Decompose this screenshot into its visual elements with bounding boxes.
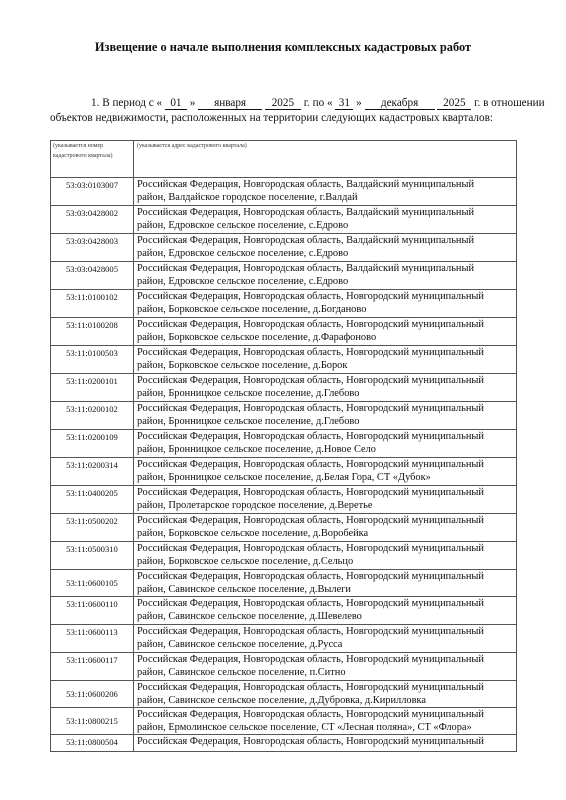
cadastral-number: 53:11:0800215 bbox=[51, 708, 134, 735]
cadastral-address bbox=[134, 318, 517, 346]
month-from: января bbox=[198, 97, 262, 110]
address-line-2: район, Бронницкое сельское поселение, д.Глебово bbox=[137, 416, 360, 427]
table-row bbox=[51, 542, 517, 570]
period-mid3: » bbox=[356, 97, 362, 109]
period-line bbox=[50, 96, 545, 111]
cadastral-number: 53:03:0428002 bbox=[51, 206, 134, 234]
cadastral-address bbox=[134, 374, 517, 402]
cadastral-address bbox=[134, 430, 517, 458]
cadastral-address bbox=[134, 653, 517, 681]
cadastral-number: 53:11:0800504 bbox=[51, 735, 134, 752]
table-row bbox=[51, 402, 517, 430]
cadastral-number: 53:11:0600117 bbox=[51, 653, 134, 681]
address-line-1: Российская Федерация, Новгородская область, Новгородский муниципальный bbox=[137, 654, 484, 665]
address-line-2: район, Савинское сельское поселение, д.Шевелево bbox=[137, 611, 362, 622]
cadastral-address bbox=[134, 262, 517, 290]
cadastral-number: 53:11:0200101 bbox=[51, 374, 134, 402]
cadastral-address bbox=[134, 346, 517, 374]
cadastral-number: 53:11:0200314 bbox=[51, 458, 134, 486]
header-number-note: (указывается номер кадастрового квартала) bbox=[51, 141, 134, 178]
address-line-2: район, Борковское сельское поселение, д.Богданово bbox=[137, 304, 367, 315]
cadastral-number: 53:03:0428005 bbox=[51, 262, 134, 290]
cadastral-address bbox=[134, 625, 517, 653]
table-row bbox=[51, 735, 517, 752]
address-line-1: Российская Федерация, Новгородская область, Валдайский муниципальный bbox=[137, 179, 475, 190]
address-line-2: район, Савинское сельское поселение, д.Русса bbox=[137, 639, 343, 650]
address-line-1: Российская Федерация, Новгородская область, Новгородский муниципальный bbox=[137, 709, 484, 720]
address-line-1: Российская Федерация, Новгородская область, Новгородский муниципальный bbox=[137, 682, 484, 693]
address-line-2: район, Едровское сельское поселение, с.Едрово bbox=[137, 220, 349, 231]
address-line-1: Российская Федерация, Новгородская область, Новгородский муниципальный bbox=[137, 403, 484, 414]
cadastral-address bbox=[134, 514, 517, 542]
address-line-1: Российская Федерация, Новгородская область, Новгородский муниципальный bbox=[137, 431, 484, 442]
cadastral-address bbox=[134, 597, 517, 625]
address-line-1: Российская Федерация, Новгородская область, Новгородский муниципальный bbox=[137, 375, 484, 386]
address-line-2: район, Савинское сельское поселение, п.Ситно bbox=[137, 667, 346, 678]
cadastral-number: 53:11:0100503 bbox=[51, 346, 134, 374]
year-to: 2025 bbox=[437, 97, 471, 110]
address-line-2: район, Борковское сельское поселение, д.Фарафоново bbox=[137, 332, 377, 343]
header-address-note: (указывается адрес кадастрового квартала) bbox=[134, 141, 517, 178]
cadastral-address bbox=[134, 486, 517, 514]
address-line-1: Российская Федерация, Новгородская область, Новгородский муниципальный bbox=[137, 319, 484, 330]
cadastral-address bbox=[134, 234, 517, 262]
address-line-2: район, Бронницкое сельское поселение, д.Белая Гора, СТ «Дубок» bbox=[137, 472, 431, 483]
period-line-2: объектов недвижимости, расположенных на территории следующих кадастровых кварталов: bbox=[50, 112, 493, 124]
cadastral-number: 53:11:0600110 bbox=[51, 597, 134, 625]
day-to: 31 bbox=[335, 97, 353, 110]
address-line-1: Российская Федерация, Новгородская область, Новгородский муниципальный bbox=[137, 487, 484, 498]
table-row bbox=[51, 514, 517, 542]
address-line-2: район, Ермолинское сельское поселение, СТ «Лесная поляна», СТ «Флора» bbox=[137, 722, 472, 733]
table-row bbox=[51, 262, 517, 290]
address-line-2: район, Бронницкое сельское поселение, д.Новое Село bbox=[137, 444, 376, 455]
address-line-2: район, Савинское сельское поселение, д.Вылеги bbox=[137, 584, 351, 595]
table-header-row bbox=[51, 141, 517, 178]
address-line-1: Российская Федерация, Новгородская область, Новгородский муниципальный bbox=[137, 626, 484, 637]
cadastral-number: 53:11:0600113 bbox=[51, 625, 134, 653]
table-row bbox=[51, 625, 517, 653]
cadastral-number: 53:11:0100208 bbox=[51, 318, 134, 346]
cadastral-number: 53:11:0500202 bbox=[51, 514, 134, 542]
cadastral-address bbox=[134, 735, 517, 752]
period-prefix: 1. В период с « bbox=[91, 97, 163, 109]
table-row bbox=[51, 708, 517, 735]
cadastral-address bbox=[134, 290, 517, 318]
address-line-1: Российская Федерация, Новгородская область, Новгородский муниципальный bbox=[137, 347, 484, 358]
address-line-1: Российская Федерация, Новгородская область, Валдайский муниципальный bbox=[137, 263, 475, 274]
address-line-1: Российская Федерация, Новгородская область, Новгородский муниципальный bbox=[137, 515, 484, 526]
address-line-1: Российская Федерация, Новгородская область, Новгородский муниципальный bbox=[137, 571, 484, 582]
cadastral-address bbox=[134, 570, 517, 597]
address-line-2: район, Пролетарское городское поселение, д.Веретье bbox=[137, 500, 373, 511]
address-line-1: Российская Федерация, Новгородская область, Новгородский муниципальный bbox=[137, 291, 484, 302]
cadastral-number: 53:11:0500310 bbox=[51, 542, 134, 570]
cadastral-number: 53:11:0200109 bbox=[51, 430, 134, 458]
table-row bbox=[51, 681, 517, 708]
cadastral-address bbox=[134, 542, 517, 570]
table-row bbox=[51, 178, 517, 206]
table-row bbox=[51, 430, 517, 458]
address-line-2: район, Савинское сельское поселение, д.Дубровка, д.Кирилловка bbox=[137, 695, 426, 706]
table-row bbox=[51, 206, 517, 234]
cadastral-address bbox=[134, 708, 517, 735]
address-line-2: район, Борковское сельское поселение, д.Сельцо bbox=[137, 556, 354, 567]
table-row bbox=[51, 597, 517, 625]
address-line-1: Российская Федерация, Новгородская область, Новгородский муниципальный bbox=[137, 736, 484, 747]
cadastral-number: 53:11:0200102 bbox=[51, 402, 134, 430]
table-row bbox=[51, 486, 517, 514]
address-line-2: район, Борковское сельское поселение, д.Борок bbox=[137, 360, 348, 371]
cadastral-number: 53:11:0600206 bbox=[51, 681, 134, 708]
table-row bbox=[51, 653, 517, 681]
cadastral-number: 53:11:0600105 bbox=[51, 570, 134, 597]
day-from: 01 bbox=[165, 97, 187, 110]
period-paragraph bbox=[50, 96, 545, 126]
address-line-2: район, Борковское сельское поселение, д.Воробейка bbox=[137, 528, 369, 539]
cadastral-number: 53:03:0103007 bbox=[51, 178, 134, 206]
cadastral-address bbox=[134, 206, 517, 234]
cadastral-table bbox=[50, 140, 517, 752]
table-row bbox=[51, 570, 517, 597]
address-line-2: район, Бронницкое сельское поселение, д.Глебово bbox=[137, 388, 360, 399]
month-to: декабря bbox=[365, 97, 435, 110]
address-line-2: район, Валдайское городское поселение, г.Валдай bbox=[137, 192, 358, 203]
address-line-1: Российская Федерация, Новгородская область, Новгородский муниципальный bbox=[137, 459, 484, 470]
address-line-1: Российская Федерация, Новгородская область, Новгородский муниципальный bbox=[137, 543, 484, 554]
cadastral-address bbox=[134, 458, 517, 486]
table-row bbox=[51, 290, 517, 318]
cadastral-number: 53:11:0400205 bbox=[51, 486, 134, 514]
table-row bbox=[51, 318, 517, 346]
table-row bbox=[51, 346, 517, 374]
address-line-1: Российская Федерация, Новгородская область, Валдайский муниципальный bbox=[137, 207, 475, 218]
address-line-2: район, Едровское сельское поселение, с.Едрово bbox=[137, 248, 349, 259]
cadastral-number: 53:11:0100102 bbox=[51, 290, 134, 318]
cadastral-address bbox=[134, 681, 517, 708]
table-row bbox=[51, 458, 517, 486]
table-row bbox=[51, 234, 517, 262]
address-line-2: район, Едровское сельское поселение, с.Едрово bbox=[137, 276, 349, 287]
period-mid1: » bbox=[189, 97, 196, 109]
period-suffix: г. в отношении bbox=[474, 97, 545, 109]
year-from: 2025 bbox=[265, 97, 301, 110]
address-line-1: Российская Федерация, Новгородская область, Валдайский муниципальный bbox=[137, 235, 475, 246]
document-title: Извещение о начале выполнения комплексных кадастровых работ bbox=[94, 40, 472, 54]
table-row bbox=[51, 374, 517, 402]
cadastral-number: 53:03:0428003 bbox=[51, 234, 134, 262]
period-mid2: г. по « bbox=[303, 97, 333, 109]
cadastral-address bbox=[134, 178, 517, 206]
address-line-1: Российская Федерация, Новгородская область, Новгородский муниципальный bbox=[137, 598, 484, 609]
cadastral-address bbox=[134, 402, 517, 430]
